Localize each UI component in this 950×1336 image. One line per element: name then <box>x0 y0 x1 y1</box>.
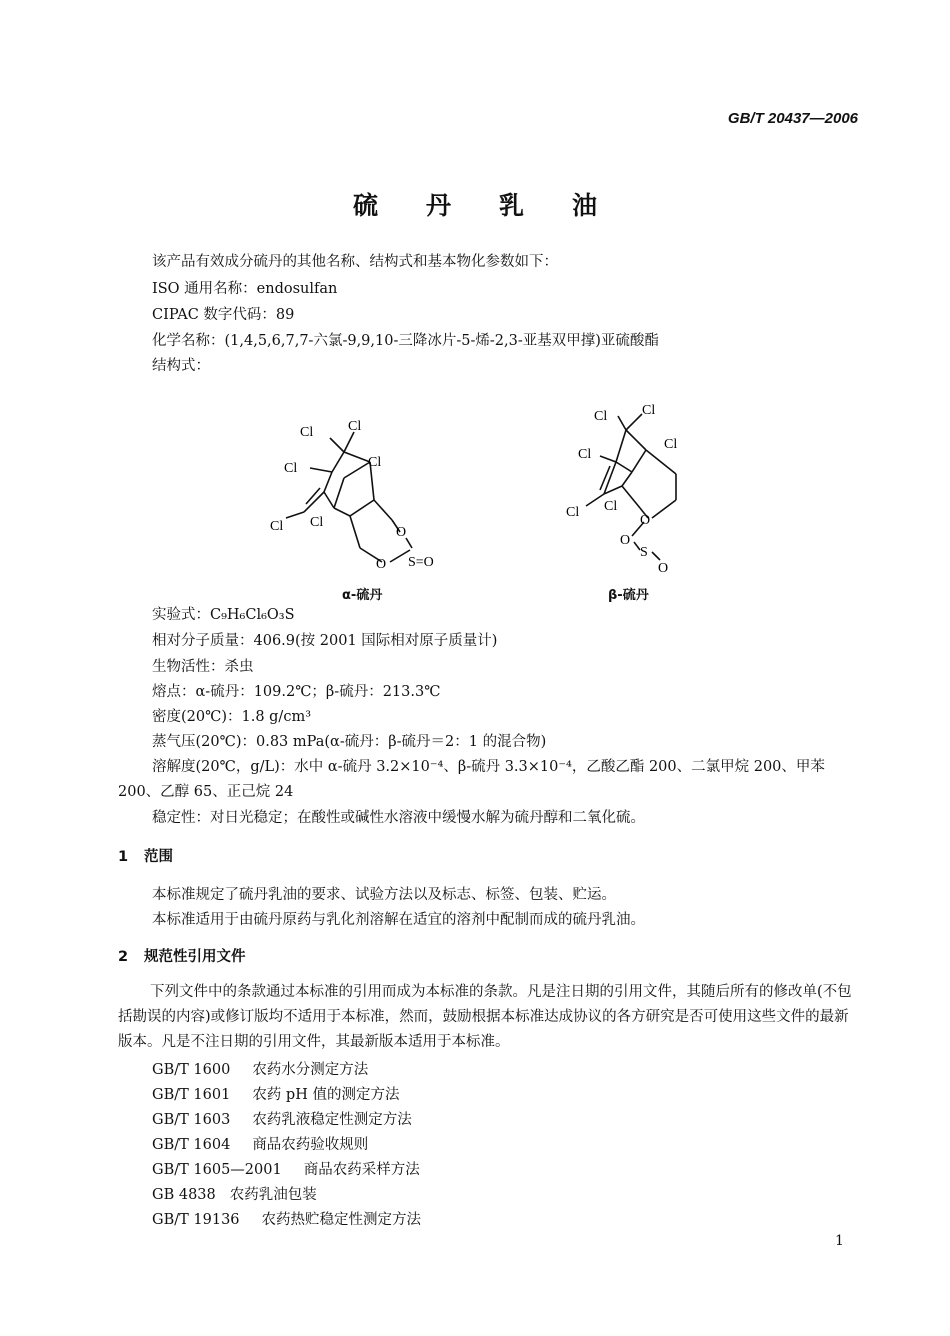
reference-item <box>152 1208 421 1229</box>
alpha-cl-3: Cl <box>368 455 382 470</box>
reference-title: 商品农药验收规则 <box>252 1137 369 1153</box>
empirical-formula: 实验式：C₉H₆Cl₆O₃S <box>152 607 295 623</box>
section-2-number: 2 <box>118 949 129 965</box>
iso-name: ISO 通用名称：endosulfan <box>152 281 338 297</box>
alpha-o-1: O <box>396 525 407 540</box>
reference-item <box>152 1158 420 1179</box>
chemical-name: 化学名称：(1,4,5,6,7,7-六氯-9,9,10-三降冰片-5-烯-2,3-亚基双甲撑)亚硫酸酯 <box>152 333 659 349</box>
vapor-pressure: 蒸气压(20℃)：0.83 mPa(α-硫丹：β-硫丹＝2：1 的混合物) <box>152 734 547 750</box>
reference-item <box>152 1083 399 1104</box>
structure-label: 结构式： <box>152 358 210 374</box>
reference-code: GB/T 1604 <box>152 1137 231 1153</box>
reference-code: GB 4838 <box>152 1187 216 1203</box>
reference-title: 农药水分测定方法 <box>252 1062 369 1078</box>
beta-cl-6: Cl <box>604 499 618 514</box>
beta-cl-5: Cl <box>566 505 580 520</box>
reference-code: GB/T 1601 <box>152 1087 231 1103</box>
section-1-heading <box>118 845 173 866</box>
reference-code: GB/T 1603 <box>152 1112 231 1128</box>
alpha-cl-2: Cl <box>348 419 362 434</box>
alpha-cl-6: Cl <box>310 515 324 530</box>
section-2-title: 规范性引用文件 <box>144 949 246 965</box>
alpha-s-o: S=O <box>408 555 434 570</box>
reference-item <box>152 1133 368 1154</box>
section-1-p1: 本标准规定了硫丹乳油的要求、试验方法以及标志、标签、包装、贮运。 <box>152 887 616 903</box>
reference-code: GB/T 1605—2001 <box>152 1162 282 1178</box>
reference-item <box>152 1058 368 1079</box>
beta-cl-2: Cl <box>642 403 656 418</box>
section-2-p1: 下列文件中的条款通过本标准的引用而成为本标准的条款。凡是注日期的引用文件，其随后所有的修改单(不包括勘误的内容)或修订版均不适用于本标准，然而，鼓励根据本标准达成协议的各方研究是否可使用这些文件的最新版本。凡是不注日期的引用文件，其最新版本适用于本标准。 <box>118 984 852 1050</box>
section-1-title: 范围 <box>144 849 173 865</box>
section-1-p2: 本标准适用于由硫丹原药与乳化剂溶解在适宜的溶剂中配制而成的硫丹乳油。 <box>152 912 645 928</box>
reference-title: 商品农药采样方法 <box>303 1162 420 1178</box>
reference-item <box>152 1108 412 1129</box>
section-2-heading <box>118 945 246 966</box>
reference-code: GB/T 19136 <box>152 1212 240 1228</box>
reference-item <box>152 1183 317 1204</box>
beta-cl-1: Cl <box>594 409 608 424</box>
reference-title: 农药乳油包装 <box>229 1187 317 1203</box>
alpha-o-2: O <box>376 557 387 572</box>
beta-o-1: O <box>640 513 651 528</box>
bioactivity: 生物活性：杀虫 <box>152 659 254 675</box>
beta-o-2: O <box>620 533 631 548</box>
beta-o-3: O <box>658 561 669 576</box>
density: 密度(20℃)：1.8 g/cm³ <box>152 709 312 725</box>
section-1-number: 1 <box>118 849 129 865</box>
reference-title: 农药热贮稳定性测定方法 <box>261 1212 422 1228</box>
standard-number: GB/T 20437—2006 <box>727 110 858 127</box>
melting-point: 熔点：α-硫丹：109.2℃；β-硫丹：213.3℃ <box>152 684 441 700</box>
reference-title: 农药乳液稳定性测定方法 <box>252 1112 412 1128</box>
alpha-cl-1: Cl <box>300 425 314 440</box>
cipac-code: CIPAC 数字代码：89 <box>152 307 295 323</box>
beta-s: S <box>640 545 648 560</box>
solubility: 溶解度(20℃，g/L)：水中 α-硫丹 3.2×10⁻⁴、β-硫丹 3.3×10⁻⁴，乙酸乙酯 200、二氯甲烷 200、甲苯 200、乙醇 65、正己烷 24 <box>118 759 825 800</box>
intro-lead: 该产品有效成分硫丹的其他名称、结构式和基本物化参数如下： <box>152 254 558 270</box>
beta-cl-3: Cl <box>664 437 678 452</box>
alpha-caption: α-硫丹 <box>342 588 383 603</box>
beta-endosulfan-structure <box>560 400 700 580</box>
beta-cl-4: Cl <box>578 447 592 462</box>
page-number: 1 <box>835 1233 844 1249</box>
molecular-mass: 相对分子质量：406.9(按 2001 国际相对原子质量计) <box>152 633 498 649</box>
alpha-endosulfan-structure <box>262 410 462 580</box>
alpha-cl-4: Cl <box>284 461 298 476</box>
page-title: 硫丹乳油 <box>352 191 645 220</box>
reference-code: GB/T 1600 <box>152 1062 231 1078</box>
stability: 稳定性：对日光稳定；在酸性或碱性水溶液中缓慢水解为硫丹醇和二氧化硫。 <box>152 810 645 826</box>
beta-caption: β-硫丹 <box>608 588 649 603</box>
alpha-cl-5: Cl <box>270 519 284 534</box>
reference-title: 农药 pH 值的测定方法 <box>252 1087 400 1103</box>
